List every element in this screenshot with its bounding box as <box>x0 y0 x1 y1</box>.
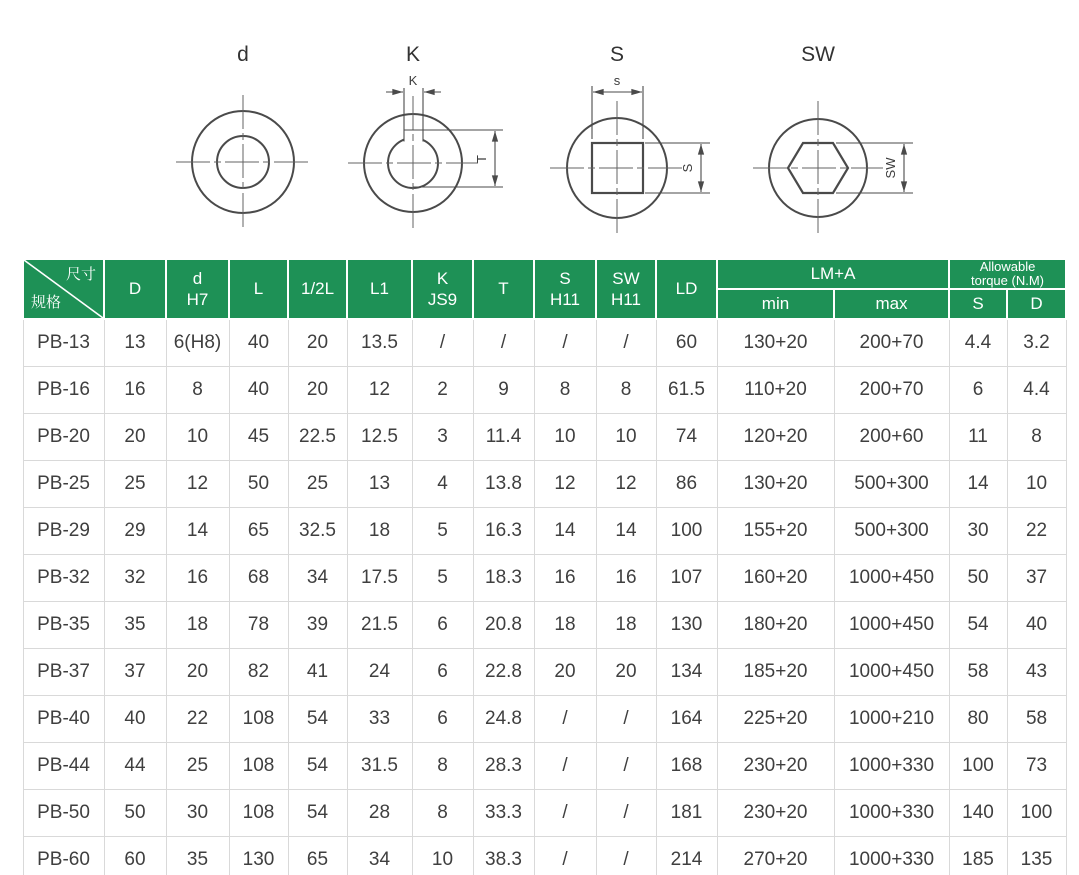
keyway-width-label: K <box>408 73 418 88</box>
value-cell: 40 <box>229 367 288 414</box>
value-cell: 181 <box>656 790 717 837</box>
diagram-keyway-title: K <box>405 43 421 66</box>
value-cell: 14 <box>166 508 229 555</box>
value-cell: 60 <box>656 319 717 367</box>
model-cell: PB-16 <box>23 367 104 414</box>
value-cell: 31.5 <box>347 743 412 790</box>
value-cell: / <box>534 696 596 743</box>
model-cell: PB-13 <box>23 319 104 367</box>
table-row <box>23 461 1066 508</box>
col-header-lma-group: LM+A <box>717 259 949 289</box>
diagram-bore-title: d <box>237 43 249 66</box>
value-cell: 10 <box>412 837 473 875</box>
value-cell: 10 <box>166 414 229 461</box>
value-cell: 16.3 <box>473 508 534 555</box>
value-cell: / <box>596 837 656 875</box>
square-height-label: S <box>680 163 695 173</box>
col-header-L: L <box>229 259 288 319</box>
diagram-square <box>550 43 710 235</box>
model-cell: PB-29 <box>23 508 104 555</box>
table-row <box>23 837 1066 875</box>
table-row <box>23 319 1066 367</box>
value-cell: 20 <box>166 649 229 696</box>
value-cell: 44 <box>104 743 166 790</box>
table-row <box>23 602 1066 649</box>
table-row <box>23 649 1066 696</box>
value-cell: 185+20 <box>717 649 834 696</box>
value-cell: 25 <box>104 461 166 508</box>
value-cell: 35 <box>104 602 166 649</box>
value-cell: 78 <box>229 602 288 649</box>
value-cell: 230+20 <box>717 790 834 837</box>
value-cell: 12 <box>534 461 596 508</box>
value-cell: 65 <box>229 508 288 555</box>
header-line: K <box>436 268 449 288</box>
value-cell: / <box>596 743 656 790</box>
value-cell: 164 <box>656 696 717 743</box>
value-cell: 61.5 <box>656 367 717 414</box>
value-cell: 10 <box>1007 461 1066 508</box>
value-cell: / <box>473 319 534 367</box>
value-cell: 6(H8) <box>166 319 229 367</box>
value-cell: / <box>596 696 656 743</box>
value-cell: 14 <box>949 461 1007 508</box>
value-cell: 65 <box>288 837 347 875</box>
value-cell: 54 <box>288 790 347 837</box>
spec-table-body <box>23 319 1066 875</box>
value-cell: 108 <box>229 696 288 743</box>
value-cell: 168 <box>656 743 717 790</box>
value-cell: / <box>596 790 656 837</box>
value-cell: 6 <box>412 696 473 743</box>
header-line: H11 <box>550 289 580 309</box>
header-line: H11 <box>611 289 641 309</box>
value-cell: 230+20 <box>717 743 834 790</box>
col-header-LD: LD <box>656 259 717 319</box>
diagram-keyway <box>348 43 503 230</box>
value-cell: 1000+330 <box>834 743 949 790</box>
value-cell: 34 <box>347 837 412 875</box>
col-header-D: D <box>104 259 166 319</box>
header-line: SW <box>612 268 640 288</box>
value-cell: 22 <box>1007 508 1066 555</box>
value-cell: 8 <box>1007 414 1066 461</box>
value-cell: 155+20 <box>717 508 834 555</box>
value-cell: 214 <box>656 837 717 875</box>
value-cell: 500+300 <box>834 508 949 555</box>
table-row <box>23 743 1066 790</box>
value-cell: 17.5 <box>347 555 412 602</box>
value-cell: 200+70 <box>834 319 949 367</box>
value-cell: 270+20 <box>717 837 834 875</box>
value-cell: 14 <box>534 508 596 555</box>
corner-label-size: 尺寸 <box>65 266 96 283</box>
value-cell: / <box>534 790 596 837</box>
value-cell: 107 <box>656 555 717 602</box>
value-cell: 9 <box>473 367 534 414</box>
model-cell: PB-37 <box>23 649 104 696</box>
header-line: Allowable <box>979 259 1036 274</box>
value-cell: 28.3 <box>473 743 534 790</box>
corner-header <box>23 259 104 319</box>
model-cell: PB-35 <box>23 602 104 649</box>
value-cell: / <box>412 319 473 367</box>
table-row <box>23 508 1066 555</box>
header-line: torque (N.M) <box>971 273 1044 288</box>
value-cell: 13.5 <box>347 319 412 367</box>
col-header-SW <box>596 259 656 319</box>
value-cell: 5 <box>412 508 473 555</box>
diagram-hex <box>753 43 913 235</box>
header-line: d <box>192 268 203 288</box>
value-cell: 4 <box>412 461 473 508</box>
value-cell: 1000+450 <box>834 555 949 602</box>
header-line: H7 <box>186 289 209 309</box>
value-cell: 54 <box>288 696 347 743</box>
value-cell: 135 <box>1007 837 1066 875</box>
model-cell: PB-32 <box>23 555 104 602</box>
value-cell: / <box>534 743 596 790</box>
value-cell: 41 <box>288 649 347 696</box>
value-cell: 1000+210 <box>834 696 949 743</box>
value-cell: 18 <box>347 508 412 555</box>
value-cell: / <box>534 837 596 875</box>
value-cell: 20.8 <box>473 602 534 649</box>
value-cell: 38.3 <box>473 837 534 875</box>
col-header-K <box>412 259 473 319</box>
value-cell: 8 <box>412 790 473 837</box>
value-cell: 40 <box>1007 602 1066 649</box>
value-cell: 130+20 <box>717 319 834 367</box>
value-cell: 54 <box>949 602 1007 649</box>
value-cell: 18 <box>596 602 656 649</box>
col-header-max: max <box>834 289 949 319</box>
value-cell: 40 <box>104 696 166 743</box>
value-cell: 8 <box>412 743 473 790</box>
value-cell: 20 <box>534 649 596 696</box>
value-cell: 22.8 <box>473 649 534 696</box>
value-cell: 4.4 <box>949 319 1007 367</box>
table-row <box>23 414 1066 461</box>
value-cell: 16 <box>596 555 656 602</box>
value-cell: 160+20 <box>717 555 834 602</box>
value-cell: 8 <box>534 367 596 414</box>
value-cell: 200+70 <box>834 367 949 414</box>
value-cell: 8 <box>596 367 656 414</box>
value-cell: 4.4 <box>1007 367 1066 414</box>
value-cell: 40 <box>229 319 288 367</box>
value-cell: 30 <box>166 790 229 837</box>
value-cell: 6 <box>412 602 473 649</box>
col-header-torque-group <box>949 259 1066 289</box>
value-cell: 12 <box>596 461 656 508</box>
value-cell: 12 <box>347 367 412 414</box>
value-cell: 43 <box>1007 649 1066 696</box>
value-cell: 1000+450 <box>834 602 949 649</box>
value-cell: 1000+330 <box>834 837 949 875</box>
value-cell: 18 <box>166 602 229 649</box>
value-cell: 110+20 <box>717 367 834 414</box>
header-line: JS9 <box>427 289 458 309</box>
model-cell: PB-50 <box>23 790 104 837</box>
value-cell: 13.8 <box>473 461 534 508</box>
value-cell: 3.2 <box>1007 319 1066 367</box>
value-cell: 100 <box>1007 790 1066 837</box>
value-cell: 25 <box>166 743 229 790</box>
value-cell: 32.5 <box>288 508 347 555</box>
col-header-torque-s: S <box>949 289 1007 319</box>
col-header-d <box>166 259 229 319</box>
col-header-min: min <box>717 289 834 319</box>
value-cell: 30 <box>949 508 1007 555</box>
keyway-depth-label: T <box>474 155 489 163</box>
value-cell: 21.5 <box>347 602 412 649</box>
value-cell: 180+20 <box>717 602 834 649</box>
value-cell: 60 <box>104 837 166 875</box>
value-cell: 16 <box>104 367 166 414</box>
value-cell: 24.8 <box>473 696 534 743</box>
value-cell: 10 <box>534 414 596 461</box>
spec-table-header <box>23 259 1066 319</box>
value-cell: 37 <box>1007 555 1066 602</box>
value-cell: 3 <box>412 414 473 461</box>
square-width-label: s <box>613 73 621 88</box>
spec-table <box>22 258 1067 875</box>
value-cell: 130+20 <box>717 461 834 508</box>
value-cell: 185 <box>949 837 1007 875</box>
value-cell: 6 <box>412 649 473 696</box>
value-cell: / <box>596 319 656 367</box>
value-cell: 25 <box>288 461 347 508</box>
value-cell: 54 <box>288 743 347 790</box>
model-cell: PB-60 <box>23 837 104 875</box>
value-cell: 12.5 <box>347 414 412 461</box>
value-cell: 108 <box>229 790 288 837</box>
diagram-bore <box>176 43 310 229</box>
value-cell: 200+60 <box>834 414 949 461</box>
value-cell: 68 <box>229 555 288 602</box>
model-cell: PB-40 <box>23 696 104 743</box>
value-cell: 58 <box>1007 696 1066 743</box>
value-cell: 82 <box>229 649 288 696</box>
value-cell: 86 <box>656 461 717 508</box>
hex-height-label: SW <box>883 157 898 179</box>
value-cell: 2 <box>412 367 473 414</box>
value-cell: 16 <box>166 555 229 602</box>
value-cell: 11 <box>949 414 1007 461</box>
table-row <box>23 555 1066 602</box>
value-cell: 58 <box>949 649 1007 696</box>
value-cell: 18.3 <box>473 555 534 602</box>
diagram-square-title: S <box>609 43 625 66</box>
value-cell: 500+300 <box>834 461 949 508</box>
value-cell: 50 <box>104 790 166 837</box>
value-cell: 16 <box>534 555 596 602</box>
header-line: S <box>559 268 571 288</box>
table-row <box>23 696 1066 743</box>
value-cell: 50 <box>229 461 288 508</box>
value-cell: 225+20 <box>717 696 834 743</box>
value-cell: 10 <box>596 414 656 461</box>
value-cell: 13 <box>347 461 412 508</box>
table-row <box>23 367 1066 414</box>
value-cell: 1000+330 <box>834 790 949 837</box>
value-cell: 22.5 <box>288 414 347 461</box>
corner-label-spec: 规格 <box>31 294 62 311</box>
value-cell: 130 <box>229 837 288 875</box>
value-cell: 20 <box>104 414 166 461</box>
diagram-hex-title: SW <box>801 43 835 66</box>
value-cell: 29 <box>104 508 166 555</box>
col-header-half-L: 1/2L <box>288 259 347 319</box>
model-cell: PB-20 <box>23 414 104 461</box>
value-cell: 45 <box>229 414 288 461</box>
value-cell: 13 <box>104 319 166 367</box>
model-cell: PB-44 <box>23 743 104 790</box>
value-cell: 73 <box>1007 743 1066 790</box>
value-cell: 140 <box>949 790 1007 837</box>
value-cell: 33 <box>347 696 412 743</box>
value-cell: 5 <box>412 555 473 602</box>
value-cell: 20 <box>596 649 656 696</box>
value-cell: 50 <box>949 555 1007 602</box>
value-cell: 100 <box>656 508 717 555</box>
value-cell: 20 <box>288 319 347 367</box>
value-cell: 100 <box>949 743 1007 790</box>
value-cell: / <box>534 319 596 367</box>
value-cell: 39 <box>288 602 347 649</box>
model-cell: PB-25 <box>23 461 104 508</box>
value-cell: 80 <box>949 696 1007 743</box>
table-row <box>23 790 1066 837</box>
value-cell: 8 <box>166 367 229 414</box>
col-header-torque-d: D <box>1007 289 1066 319</box>
value-cell: 35 <box>166 837 229 875</box>
value-cell: 34 <box>288 555 347 602</box>
value-cell: 12 <box>166 461 229 508</box>
value-cell: 130 <box>656 602 717 649</box>
value-cell: 6 <box>949 367 1007 414</box>
value-cell: 33.3 <box>473 790 534 837</box>
value-cell: 74 <box>656 414 717 461</box>
col-header-L1: L1 <box>347 259 412 319</box>
value-cell: 32 <box>104 555 166 602</box>
value-cell: 11.4 <box>473 414 534 461</box>
value-cell: 14 <box>596 508 656 555</box>
col-header-S <box>534 259 596 319</box>
value-cell: 37 <box>104 649 166 696</box>
value-cell: 28 <box>347 790 412 837</box>
value-cell: 20 <box>288 367 347 414</box>
value-cell: 120+20 <box>717 414 834 461</box>
value-cell: 24 <box>347 649 412 696</box>
value-cell: 22 <box>166 696 229 743</box>
value-cell: 108 <box>229 743 288 790</box>
value-cell: 134 <box>656 649 717 696</box>
value-cell: 1000+450 <box>834 649 949 696</box>
technical-drawings <box>0 0 1079 252</box>
value-cell: 18 <box>534 602 596 649</box>
col-header-T: T <box>473 259 534 319</box>
